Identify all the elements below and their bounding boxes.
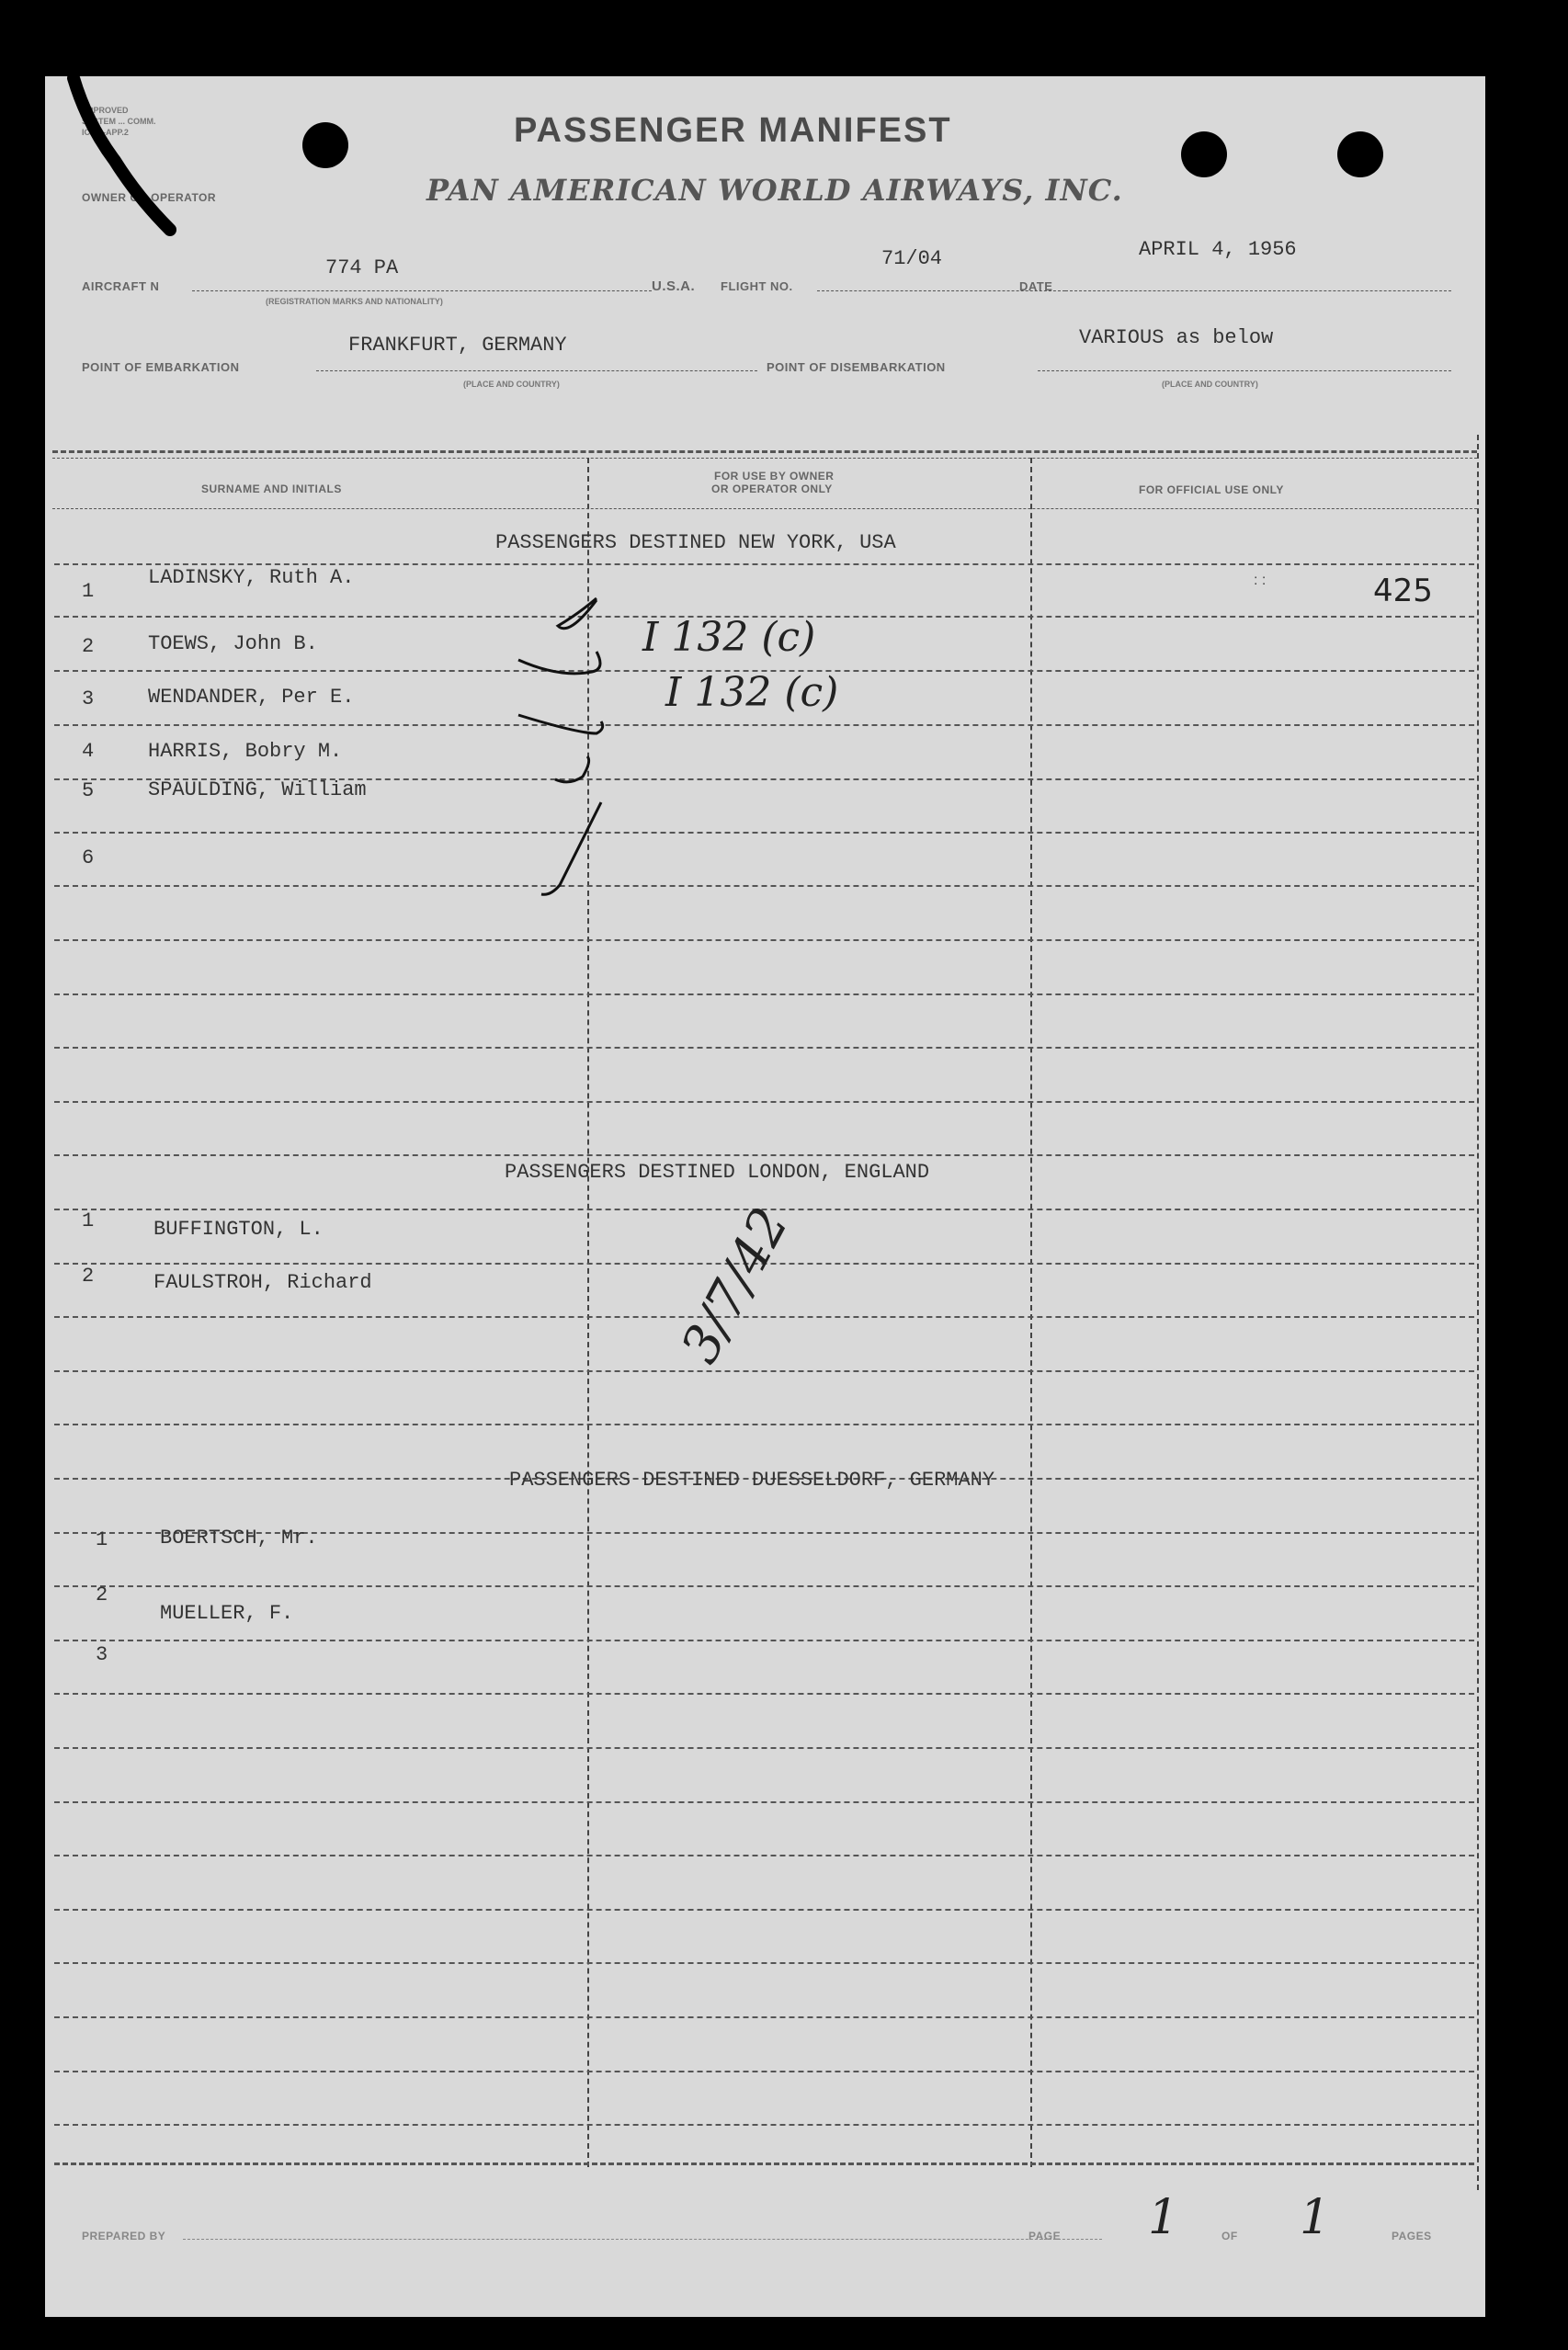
- section-heading-london: PASSENGERS DESTINED LONDON, ENGLAND: [505, 1161, 930, 1184]
- aircraft-label: AIRCRAFT N: [82, 279, 160, 293]
- passenger-name: BUFFINGTON, L.: [153, 1218, 324, 1241]
- aircraft-number: 774 PA: [325, 256, 399, 279]
- punch-hole-right: [1337, 131, 1383, 177]
- passenger-number: 2: [96, 1584, 108, 1606]
- column-header-official-use: FOR OFFICIAL USE ONLY: [1139, 483, 1284, 496]
- passenger-number: 3: [82, 687, 95, 710]
- passenger-name: TOEWS, John B.: [148, 632, 318, 655]
- manifest-sheet: [45, 76, 1485, 2317]
- right-border: [1477, 435, 1479, 2190]
- embarkation-place-caption: (PLACE AND COUNTRY): [463, 380, 560, 389]
- passenger-number: 4: [82, 740, 95, 763]
- flight-date: APRIL 4, 1956: [1139, 238, 1297, 261]
- corner-mark: [55, 69, 193, 244]
- passenger-name: BOERTSCH, Mr.: [160, 1527, 318, 1550]
- official-mark-dots: : :: [1254, 573, 1267, 588]
- owner-operator-label: OWNER OR OPERATOR: [82, 191, 217, 204]
- prepared-by-label: PREPARED BY: [82, 2230, 166, 2242]
- approved-stamp-line-1: APPROVED: [82, 106, 129, 115]
- passenger-name: HARRIS, Bobry M.: [148, 740, 343, 763]
- passenger-number: 2: [82, 1265, 95, 1288]
- section-heading-duesseldorf: PASSENGERS DESTINED DUESSELDORF, GERMANY: [509, 1469, 995, 1492]
- official-number: 425: [1373, 573, 1433, 609]
- total-pages: 1: [1300, 2190, 1331, 2245]
- passenger-number: 1: [82, 1209, 95, 1232]
- approved-stamp-line-2: SYSTEM ... COMM.: [82, 117, 156, 126]
- column-divider-2: [1030, 458, 1032, 2167]
- passenger-name: LADINSKY, Ruth A.: [148, 566, 355, 589]
- check-mark-1: [558, 598, 597, 629]
- passenger-number: 1: [82, 580, 95, 603]
- check-mark-2: [518, 652, 600, 674]
- pages-label: PAGES: [1392, 2230, 1432, 2242]
- passenger-name: SPAULDING, William: [148, 778, 367, 801]
- passenger-name: MUELLER, F.: [160, 1602, 294, 1625]
- passenger-number: 6: [82, 846, 95, 869]
- flight-number: 71/04: [881, 247, 943, 270]
- punch-hole-middle: [1181, 131, 1227, 177]
- disembarkation-place: VARIOUS as below: [1079, 326, 1274, 349]
- page-title: PASSENGER MANIFEST: [514, 111, 952, 150]
- airline-name: PAN AMERICAN WORLD AIRWAYS, INC.: [426, 173, 1123, 208]
- check-mark-5: [541, 802, 601, 894]
- approved-stamp-line-3: ICA...-APP.2: [82, 128, 129, 137]
- nationality-label: U.S.A.: [652, 278, 696, 294]
- handwritten-note-1: I 132 (c): [642, 614, 816, 661]
- of-label: OF: [1221, 2230, 1238, 2242]
- passenger-number: 5: [82, 779, 95, 802]
- table-top-border: [52, 450, 1477, 453]
- passenger-number: 2: [82, 635, 95, 658]
- passenger-number: 3: [96, 1643, 108, 1666]
- column-header-owner-use-2: OR OPERATOR ONLY: [711, 482, 833, 495]
- disembarkation-place-caption: (PLACE AND COUNTRY): [1162, 380, 1258, 389]
- page-number: 1: [1148, 2190, 1179, 2245]
- check-mark-4: [555, 756, 589, 782]
- embarkation-label: POINT OF EMBARKATION: [82, 360, 240, 374]
- handwritten-note-2: I 132 (c): [665, 669, 839, 716]
- page-label: PAGE: [1028, 2230, 1062, 2242]
- passenger-name: FAULSTROH, Richard: [153, 1271, 372, 1294]
- passenger-name: WENDANDER, Per E.: [148, 686, 355, 709]
- punch-hole-left: [302, 122, 348, 168]
- embarkation-place: FRANKFURT, GERMANY: [348, 334, 567, 357]
- column-header-owner-use-1: FOR USE BY OWNER: [714, 470, 835, 482]
- date-label: DATE: [1019, 279, 1053, 293]
- check-marks: [477, 573, 679, 913]
- disembarkation-label: POINT OF DISEMBARKATION: [767, 360, 946, 374]
- passenger-number: 1: [96, 1528, 108, 1551]
- section-heading-new-york: PASSENGERS DESTINED NEW YORK, USA: [495, 531, 896, 554]
- registration-caption: (REGISTRATION MARKS AND NATIONALITY): [266, 297, 443, 306]
- handwritten-date: 3/7/42: [670, 1198, 801, 1373]
- column-header-surname: SURNAME AND INITIALS: [201, 482, 342, 495]
- check-mark-3: [518, 715, 603, 733]
- flight-label: FLIGHT NO.: [721, 279, 793, 293]
